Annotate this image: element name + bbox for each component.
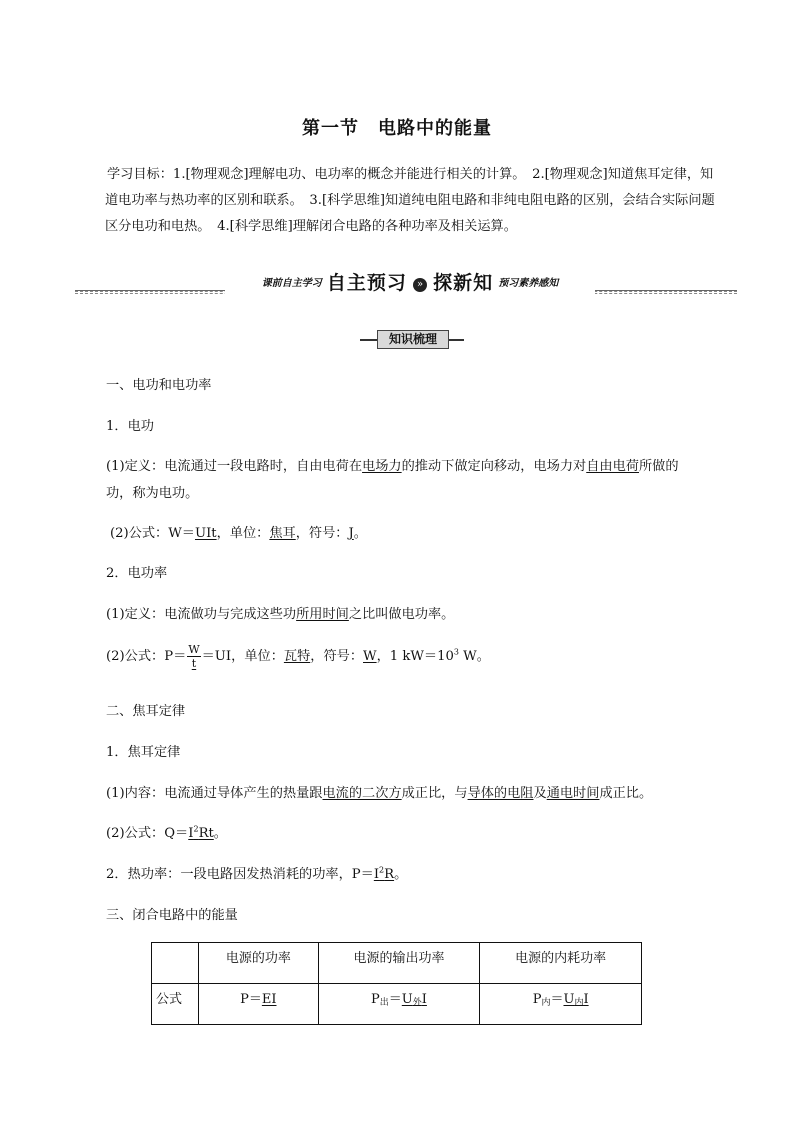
- text: I: [373, 867, 380, 882]
- electric-power-definition: [106, 603, 454, 622]
- answer-blank: [563, 992, 588, 1007]
- section-banner: [75, 268, 737, 294]
- answer-blank: 瓦特: [283, 649, 311, 664]
- banner-big-text-1: 自主预习: [326, 272, 407, 294]
- joule-law-content: [106, 782, 652, 801]
- text: 及: [533, 786, 547, 801]
- banner-left-text: 课前自主学习: [261, 278, 322, 289]
- exponent: 2: [379, 865, 385, 875]
- electric-work-definition: [106, 455, 679, 474]
- text: I: [583, 992, 589, 1007]
- text: P: [371, 992, 380, 1007]
- table-cell: [480, 984, 642, 1025]
- answer-blank: 电场力: [362, 459, 402, 474]
- table-cell: [318, 984, 480, 1025]
- subheading-electric-power: 2．电功率: [106, 566, 168, 581]
- heading-joule-law: 二、焦耳定律: [106, 704, 186, 719]
- text: 的推动下做定向移动，电场力对: [401, 459, 587, 474]
- text: ＝: [388, 992, 402, 1007]
- text: U: [563, 992, 575, 1007]
- electric-work-definition-cont: 功，称为电功。: [106, 486, 199, 501]
- answer-blank: UIt: [194, 526, 217, 541]
- text: ，符号：: [295, 526, 349, 541]
- heat-power-line: [106, 863, 407, 882]
- text: Rt: [198, 826, 214, 841]
- text: 。: [394, 867, 408, 882]
- text: 成正比，与: [401, 786, 468, 801]
- text: W。: [458, 649, 490, 664]
- subheading-joule-law: 1．焦耳定律: [106, 745, 181, 760]
- table-row-label: 公式: [152, 984, 199, 1025]
- table-header-cell: 电源的输出功率: [318, 943, 480, 984]
- text: R: [384, 867, 395, 882]
- answer-blank: W: [363, 649, 377, 664]
- table-row: [152, 984, 642, 1025]
- electric-power-formula: [106, 643, 490, 670]
- text: I: [421, 992, 427, 1007]
- text: (2)公式：Q＝: [106, 826, 189, 841]
- answer-blank: 通电时间: [546, 786, 600, 801]
- answer-blank: 电流的二次方: [322, 786, 402, 801]
- tag-label: 知识梳理: [377, 330, 449, 349]
- text: P: [532, 992, 542, 1007]
- text: ，单位：: [216, 526, 270, 541]
- answer-blank: 导体的电阻: [467, 786, 534, 801]
- answer-blank: [374, 867, 394, 882]
- text: 。: [213, 826, 227, 841]
- text: 2．热功率：一段电路因发热消耗的功率，P＝: [106, 867, 374, 882]
- subscript: 内: [541, 998, 551, 1008]
- table-header-row: [152, 943, 642, 984]
- answer-blank: EI: [261, 992, 277, 1007]
- text: 所做的: [639, 459, 679, 474]
- subscript: 外: [412, 998, 422, 1008]
- subscript: 内: [574, 998, 584, 1008]
- power-table: [151, 942, 642, 1025]
- table-header-cell: 电源的功率: [199, 943, 319, 984]
- banner-title: [225, 268, 595, 295]
- text: ＝: [550, 992, 564, 1007]
- knowledge-summary-tag: [360, 330, 464, 346]
- text: (1)定义：电流通过一段电路时，自由电荷在: [106, 459, 363, 474]
- heading-closed-circuit-energy: 三、闭合电路中的能量: [106, 908, 238, 923]
- answer-blank: [402, 992, 427, 1007]
- chevron-right-icon: »: [413, 278, 427, 292]
- subscript: 出: [379, 998, 389, 1008]
- table-header-cell: [152, 943, 199, 984]
- fraction-w-over-t: [187, 643, 200, 670]
- answer-blank: 所用时间: [296, 607, 349, 622]
- page-title: 第一节 电路中的能量: [302, 118, 492, 139]
- table-header-cell: 电源的内耗功率: [480, 943, 642, 984]
- subheading-electric-work: 1．电功: [106, 419, 154, 434]
- text: P＝: [240, 992, 262, 1007]
- text: 之比叫做电功率。: [348, 607, 455, 622]
- text: (1)定义：电流做功与完成这些功: [106, 607, 297, 622]
- text: (2)公式：P＝: [106, 649, 187, 664]
- text: I: [188, 826, 194, 841]
- banner-right-text: 预习素养感知: [498, 278, 559, 289]
- heading-electric-work-power: 一、电功和电功率: [106, 378, 212, 393]
- answer-blank: 焦耳: [269, 526, 296, 541]
- text: ＝UI，单位：: [201, 649, 284, 664]
- text: ，1 kW＝10: [376, 649, 454, 664]
- answer-blank: J: [348, 526, 354, 541]
- text: (1)内容：电流通过导体产生的热量跟: [106, 786, 323, 801]
- text: 。: [353, 526, 367, 541]
- learning-objectives: 学习目标：1.[物理观念]理解电功、电功率的概念并能进行相关的计算。 2.[物理观念]知道焦耳定律，知道电功率与热功率的区别和联系。 3.[科学思维]知道纯电阻电路和非纯电阻电路的区别，会结合实际问题区分电功和电热。 4.[科学思维]理解闭合电路的各种功率及相关运算。: [105, 167, 715, 234]
- text: ，符号：: [310, 649, 364, 664]
- text: 成正比。: [599, 786, 653, 801]
- text: U: [401, 992, 413, 1007]
- text: (2)公式：W＝: [110, 526, 195, 541]
- answer-blank: [188, 826, 214, 841]
- joule-law-formula: [106, 822, 227, 841]
- exponent: 2: [193, 824, 199, 834]
- denominator: t: [191, 657, 197, 670]
- numerator: W: [188, 643, 200, 656]
- answer-blank: 自由电荷: [586, 459, 639, 474]
- exponent: 3: [453, 647, 459, 657]
- electric-work-formula: [110, 522, 367, 541]
- banner-big-text-2: 探新知: [433, 272, 494, 294]
- table-cell: [199, 984, 319, 1025]
